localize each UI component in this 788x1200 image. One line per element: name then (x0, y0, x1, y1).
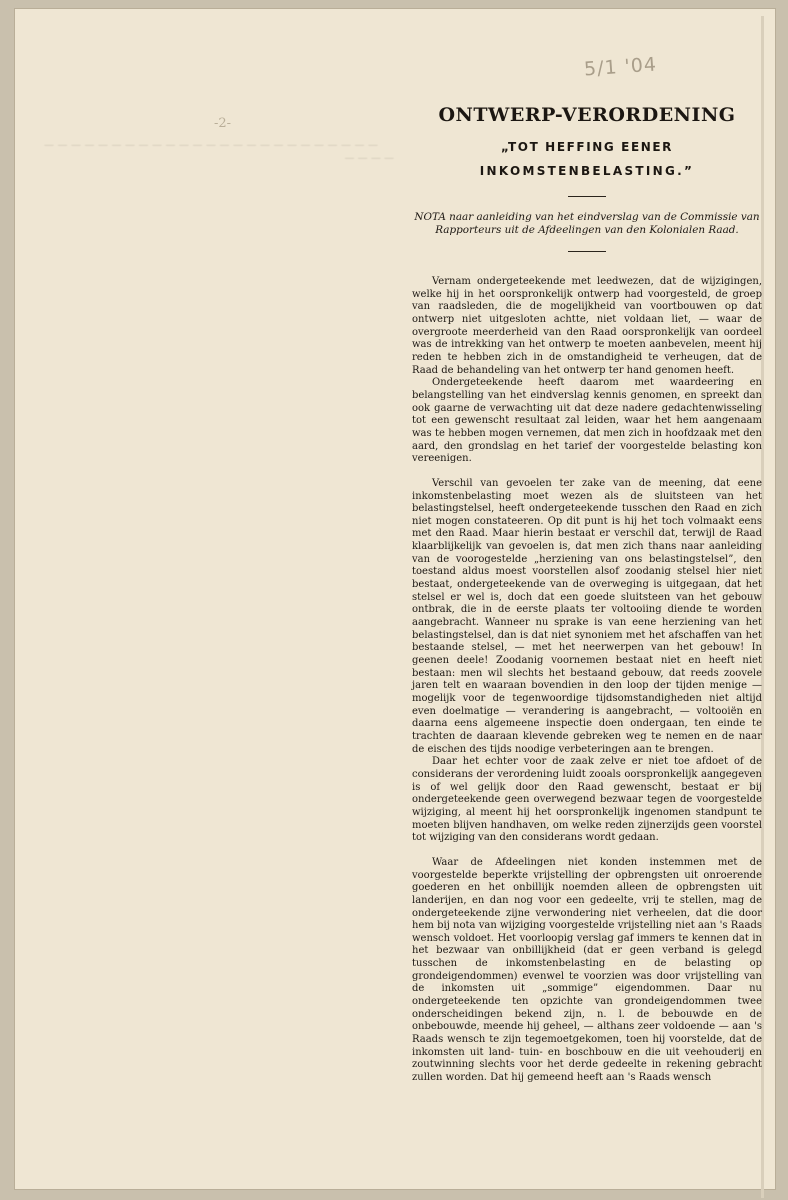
document-title: ONTWERP-VERORDENING (438, 104, 736, 126)
document-subtitle-line-2: INKOMSTENBELASTING.” (479, 164, 695, 178)
paragraph: Verschil van gevoelen ter zake van de meening, dat eene inkomstenbelasting moet wezen als de sluitsteen van het belastingstelsel, heeft ondergeteekende tusschen den Raad en zich niet mogen constateeren. Op dit punt is hij het toch volmaakt eens met den Raad. Maar hierin bestaat er verschil dat, terwijl de Raad klaarblijkelijk van gevoelen is, dat men zich thans naar aanleiding van de voorogestelde „herziening van ons belastingstelsel”, den toestand aldus moest voorstellen alsof zoodanig stelsel hier niet bestaat, ondergeteekende van de overweging is uitgegaan, dat het stelsel er wel is, doch dat een goede sluitsteen van het gebouw ontbrak, die in de eerste plaats ter voltooiing diende te worden aangebracht. Wanneer nu sprake is van eene herziening van het belastingstelsel, dan is dat niet synoniem met het afschaffen van het bestaande stelsel, — met het neerwerpen van het gebouw! In geenen deele! Zoodanig voornemen bestaat niet en heeft niet bestaan: men wil slechts het bestaand gebouw, dat reeds zoovele jaren telt en waaraan bovendien in den loop der tijden menige — mogelijk voor de tegenwoordige tijdsomstandigheden niet altijd even doelmatige — verandering is aangebracht, — voltooiën en daarna eens algemeene inspectie doen ondergaan, ten einde te trachten de daaraan klevende gebreken weg te nemen en de naar de eischen des tijds noodige verbeteringen aan te brengen. (412, 477, 762, 755)
document-body (412, 276, 762, 1085)
document-note: NOTA naar aanleiding van het eindverslag van de Commissie van Rapporteurs uit de Afdeelingen van den Kolonialen Raad. (414, 211, 760, 236)
document-subtitle-line-1: „TOT HEFFING EENER (500, 140, 674, 154)
paragraph: Ondergeteekende heeft daarom met waardeering en belangstelling van het eindverslag kennis genomen, en spreekt dan ook gaarne de verwachting uit dat deze nadere gedachtenwisseling tot een gewenscht resultaat zal leiden, waar het hem aangenaam was te hebben mogen vernemen, dat men zich in hoofdzaak met den aard, den grondslag en het tarief der voorgestelde belasting kon vereenigen. (412, 377, 762, 465)
handwritten-note: 5/1 '04 (583, 53, 658, 81)
paragraph: Vernam ondergeteekende met leedwezen, dat de wijzigingen, welke hij in het oorspronkelijk ontwerp had voorgesteld, de groep van raadsleden, die de mogelijkheid van voortbouwen op dat ontwerp niet uitgesloten achtte, niet voldaan liet, — waar de overgroote meerderheid van den Raad oorspronkelijk van oordeel was de intrekking van het ontwerp te moeten aanbevelen, meent hij reden te hebben zich in de omstandigheid te verheugen, dat de Raad de behandeling van het ontwerp ter hand genomen heeft. (412, 276, 762, 376)
reverse-side-bleed-through: — — — — — — — — — — — — — — — — — — — — — — — — — — — — — (44, 140, 394, 164)
paragraph: Waar de Afdeelingen niet konden instemmen met de voorgestelde beperkte vrijstelling der opbrengsten uit onroerende goederen en het onbillijk noemden alleen de opbrengsten uit landerijen, en dan nog voor een gedeelte, vrij te stellen, mag de ondergeteekende zijne verwondering niet verheelen, dat die door hem bij nota van wijziging voorgestelde vrijstelling niet aan 's Raads wensch voldoet. Het voorloopig verslag gaf immers te kennen dat in het bezwaar van onbillijkheid (dat er geen verband is gelegd tusschen de inkomstenbelasting en de belasting op grondeigendommen) evenwel te voorzien was door vrijstelling van de inkomsten uit „sommige” eigendommen. Daar nu ondergeteekende ten opzichte van grondeigendommen twee onderscheidingen bekend zijn, n. l. de bebouwde en de onbebouwde, meende hij geheel, — althans zeer voldoende — aan 's Raads wensch te zijn tegemoetgekomen, toen hij voorstelde, dat de inkomsten uit land- tuin- en boschbouw en die uit veehouderij en zoutwinning slechts voor het derde gedeelte in rekening gebracht zullen worden. Dat hij gemeend heeft aan 's Raads wensch (412, 856, 762, 1084)
page-number: -2- (214, 116, 232, 131)
note-divider (568, 251, 606, 252)
document-column (412, 104, 762, 1085)
title-divider (568, 196, 606, 197)
paragraph: Daar het echter voor de zaak zelve er niet toe afdoet of de considerans der verordening luidt zooals oorspronkelijk aangegeven is of wel gelijk door den Raad gewenscht, bestaat er bij ondergeteekende geen overwegend bezwaar tegen de voorgestelde wijziging, al meent hij het oorspronkelijk ingenomen standpunt te moeten blijven handhaven, om welke reden zijnerzijds geen voorstel tot wijziging van den considerans wordt gedaan. (412, 756, 762, 844)
document-page (14, 8, 776, 1190)
